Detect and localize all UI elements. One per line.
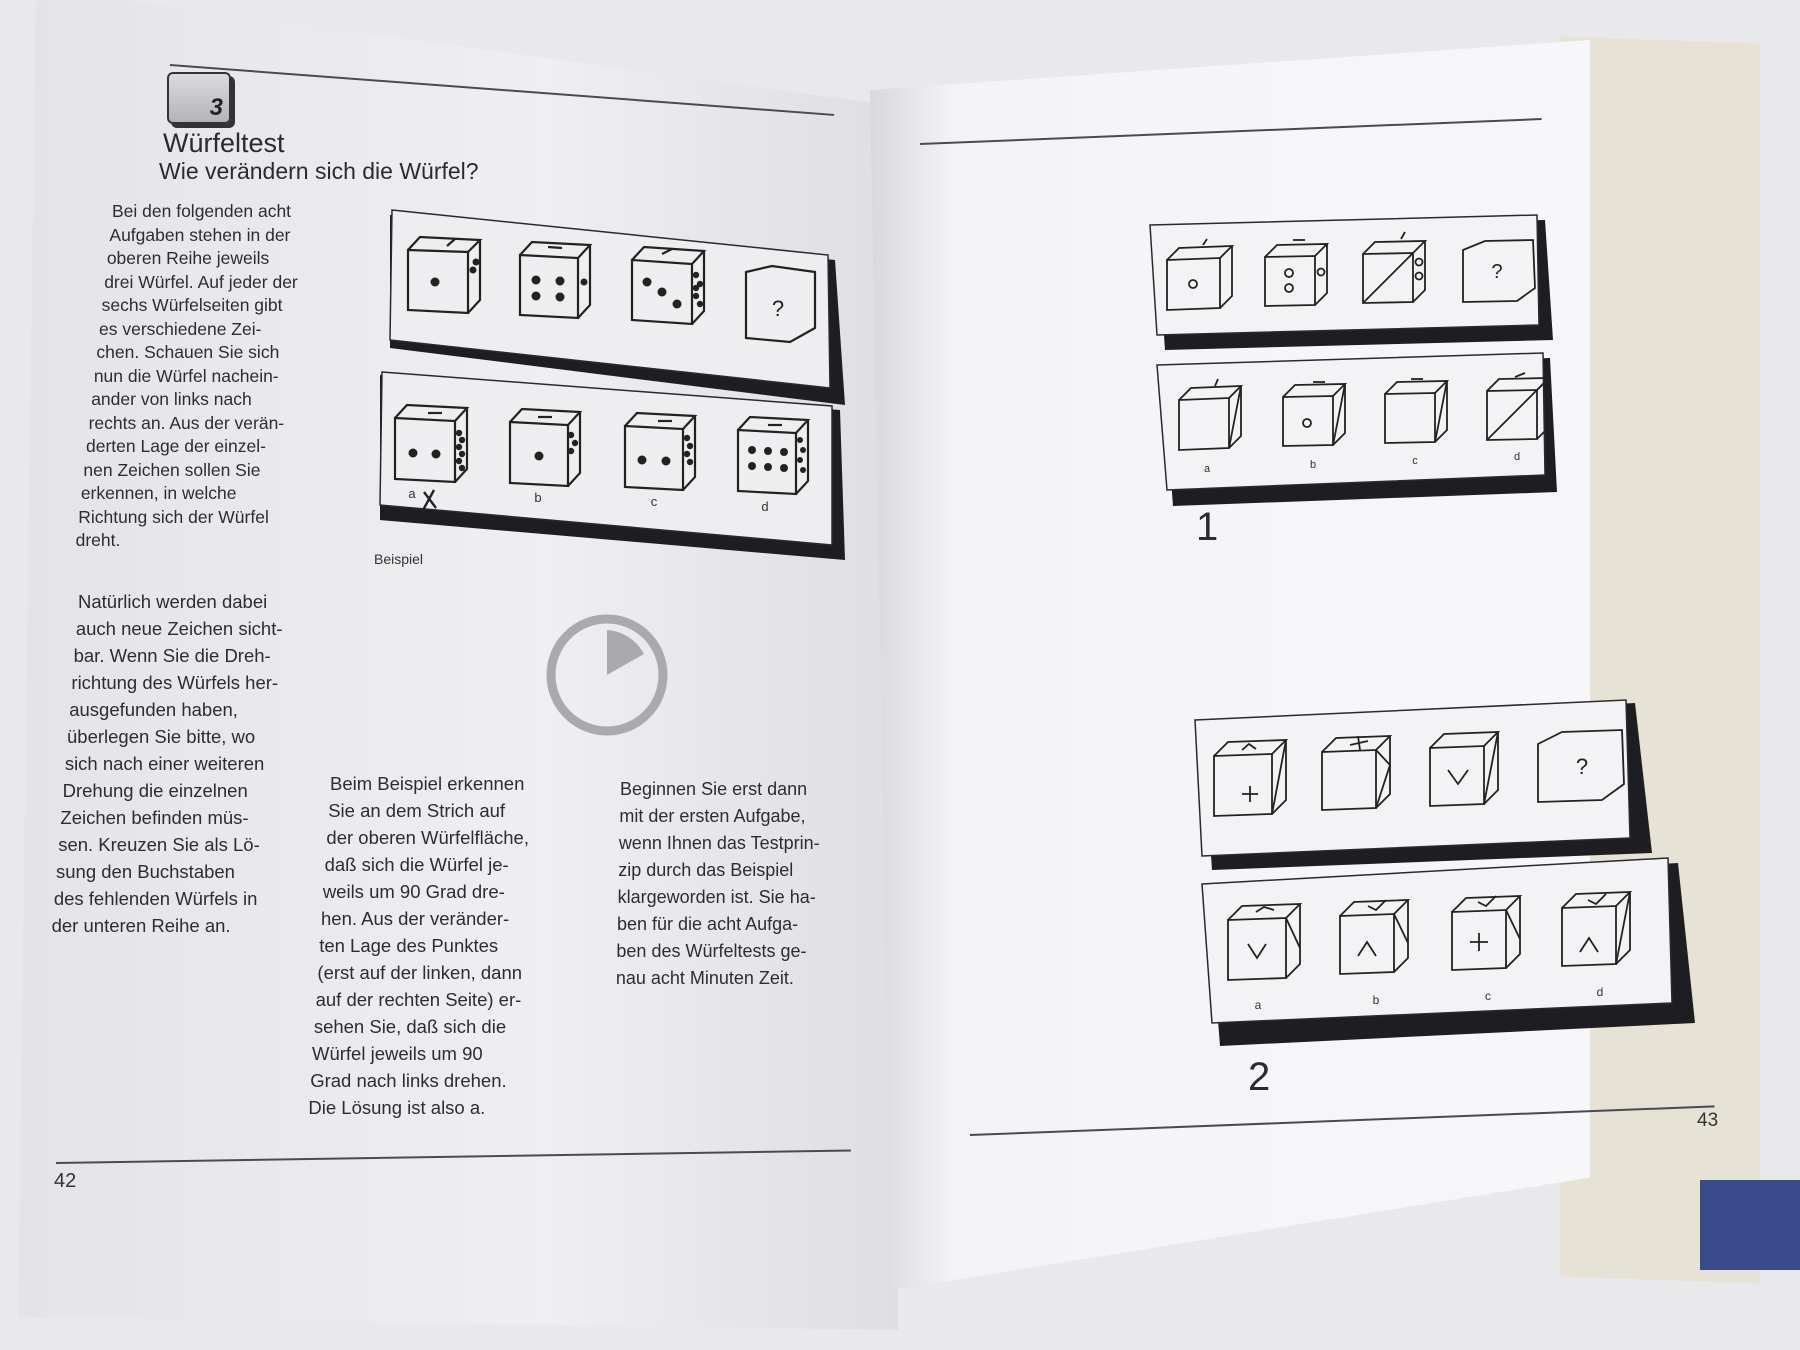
text-line: nau acht Minuten Zeit.	[615, 968, 794, 988]
text-line: auch neue Zeichen sicht-	[75, 618, 283, 639]
text-line: Würfel jeweils um 90	[312, 1043, 483, 1064]
example-diagram	[370, 200, 850, 570]
instructions-text	[51, 588, 358, 939]
task-1-option-c: c	[1412, 455, 1418, 467]
task-1-question-mark: ?	[1491, 261, 1503, 283]
task-1-option-d: d	[1513, 451, 1521, 463]
task-2-question-mark: ?	[1575, 754, 1589, 779]
example-option-a: a	[408, 486, 416, 501]
text-line: erkennen, in welche	[80, 483, 237, 503]
text-line: Beginnen Sie erst dann	[620, 779, 808, 799]
text-line: wenn Ihnen das Testprin-	[618, 833, 820, 853]
text-line: es verschiedene Zei-	[99, 318, 262, 339]
text-line: auf der rechten Seite) er-	[315, 989, 522, 1010]
text-line: ausgefunden haben,	[69, 699, 238, 720]
task-2-option-c: c	[1485, 989, 1491, 1003]
task-1-option-b: b	[1309, 459, 1317, 471]
example-option-b: b	[534, 490, 542, 505]
task-1-number: 1	[1196, 505, 1219, 549]
book-cover	[1700, 1180, 1800, 1270]
example-caption: Beispiel	[374, 551, 424, 567]
text-line: ten Lage des Punktes	[319, 935, 499, 956]
example-option-d: d	[761, 499, 769, 514]
text-line: derten Lage der einzel-	[86, 436, 266, 456]
text-line: weils um 90 Grad dre-	[322, 881, 505, 902]
page-subtitle: Wie verändern sich die Würfel?	[159, 158, 479, 184]
task-2-diagram	[1190, 698, 1710, 1058]
example-option-c: c	[650, 494, 658, 509]
task-2-number: 2	[1248, 1055, 1271, 1099]
text-line: ben des Würfeltests ge-	[616, 941, 807, 961]
text-line: Sie an dem Strich auf	[328, 800, 506, 821]
text-line: sechs Würfelseiten gibt	[101, 295, 283, 315]
text-line: oberen Reihe jeweils	[106, 248, 270, 268]
text-line: des fehlenden Würfels in	[53, 888, 258, 909]
text-line: hen. Aus der veränder-	[321, 908, 510, 929]
page-title: Würfeltest	[163, 128, 285, 158]
text-line: sich nach einer weiteren	[64, 753, 265, 774]
text-line: (erst auf der linken, dann	[317, 962, 523, 983]
task-2-option-a: a	[1254, 998, 1262, 1012]
task-2-option-b: b	[1372, 993, 1380, 1007]
text-line: überlegen Sie bitte, wo	[67, 726, 256, 747]
task-2-option-d: d	[1596, 985, 1604, 999]
text-line: Zeichen befinden müs-	[60, 807, 249, 828]
text-line: nun die Würfel nachein-	[93, 365, 279, 386]
section-badge	[167, 72, 231, 124]
text-line: Grad nach links drehen.	[310, 1070, 507, 1091]
text-line: dreht.	[75, 530, 121, 550]
text-line: Drehung die einzelnen	[62, 780, 248, 801]
text-line: Beim Beispiel erkennen	[330, 773, 525, 794]
text-line: mit der ersten Aufgabe,	[619, 806, 806, 826]
text-line: nen Zeichen sollen Sie	[83, 459, 261, 480]
example-explanation-text	[308, 770, 590, 1121]
text-line: Bei den folgenden acht	[112, 201, 292, 221]
text-line: ben für die acht Aufga-	[617, 914, 799, 934]
text-line: Die Lösung ist also a.	[308, 1097, 486, 1118]
text-line: drei Würfel. Auf jeder der	[104, 271, 298, 292]
text-line: daß sich die Würfel je-	[324, 854, 509, 875]
text-line: rechts an. Aus der verän-	[88, 412, 285, 433]
example-question-mark: ?	[771, 296, 785, 321]
intro-text	[75, 200, 372, 553]
text-line: Richtung sich der Würfel	[78, 506, 269, 527]
text-line: der oberen Würfelfläche,	[326, 827, 529, 848]
text-line: der unteren Reihe an.	[51, 915, 231, 936]
begin-instructions-text	[615, 776, 860, 992]
badge-number: 3	[209, 94, 223, 121]
page-number-left: 42	[54, 1170, 77, 1192]
text-line: sen. Kreuzen Sie als Lö-	[58, 834, 260, 855]
task-1-diagram	[1145, 210, 1615, 510]
text-line: chen. Schauen Sie sich	[96, 342, 280, 362]
task-1-option-a: a	[1203, 463, 1211, 475]
text-line: Aufgaben stehen in der	[109, 224, 291, 245]
text-line: richtung des Würfels her-	[71, 672, 279, 693]
text-line: sung den Buchstaben	[56, 861, 235, 882]
text-line: ander von links nach	[91, 389, 252, 409]
page-number-right: 43	[1697, 1110, 1719, 1131]
clock-timer-icon	[542, 610, 672, 740]
text-line: sehen Sie, daß sich die	[313, 1016, 507, 1037]
text-line: klargeworden ist. Sie ha-	[617, 887, 816, 907]
text-line: Natürlich werden dabei	[78, 591, 268, 612]
text-line: bar. Wenn Sie die Dreh-	[73, 645, 271, 666]
text-line: zip durch das Beispiel	[618, 860, 794, 880]
